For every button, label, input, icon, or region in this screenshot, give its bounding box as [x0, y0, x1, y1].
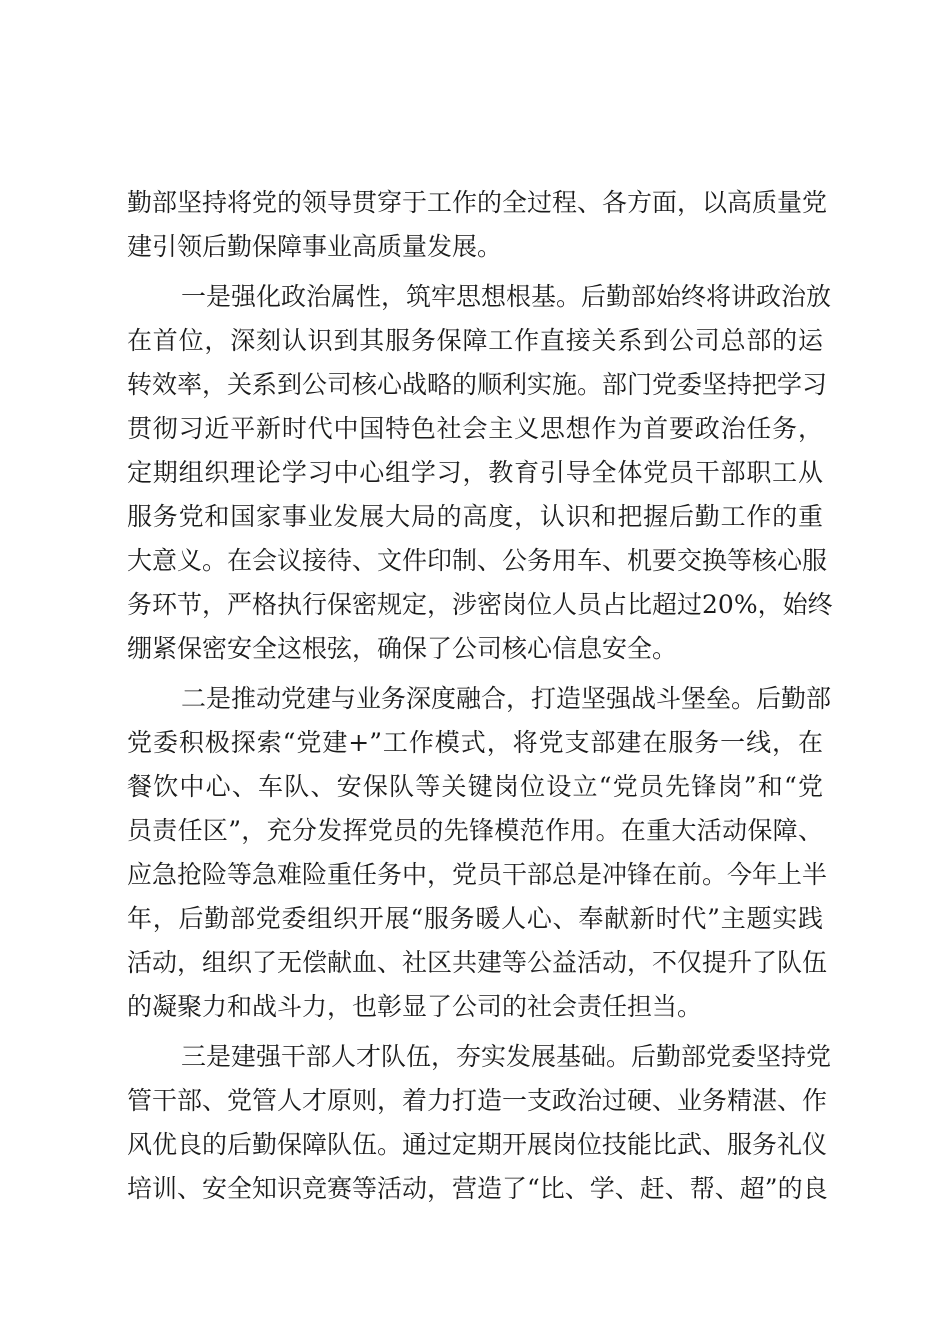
text-line: 在首位，深刻认识到其服务保障工作直接关系到公司总部的运 [127, 326, 823, 355]
text-line: 一是强化政治属性，筑牢思想根基。后勤部始终将讲政治放 [181, 282, 832, 311]
text-line: 大意义。在会议接待、文件印制、公务用车、机要交换等核心服 [127, 546, 828, 575]
text-line: 培训、安全知识竞赛等活动，营造了“比、学、赶、帮、超”的良 [127, 1174, 828, 1203]
text-line: 定期组织理论学习中心组学习，教育引导全体党员干部职工从 [127, 458, 823, 487]
text-line: 贯彻习近平新时代中国特色社会主义思想作为首要政治任务， [127, 414, 823, 443]
text-line: 管干部、党管人才原则，着力打造一支政治过硬、业务精湛、作 [127, 1086, 828, 1115]
text-line: 活动，组织了无偿献血、社区共建等公益活动，不仅提升了队伍 [127, 948, 828, 977]
text-line: 应急抢险等急难险重任务中，党员干部总是冲锋在前。今年上半 [127, 860, 828, 889]
document-body [127, 181, 833, 1217]
text-line: 员责任区”，充分发挥党员的先锋模范作用。在重大活动保障、 [127, 816, 823, 845]
text-line: 年，后勤部党委组织开展“服务暖人心、奉献新时代”主题实践 [127, 904, 823, 933]
text-line: 绷紧保密安全这根弦，确保了公司核心信息安全。 [127, 634, 678, 663]
paragraph [127, 1035, 832, 1211]
text-line: 的凝聚力和战斗力，也彰显了公司的社会责任担当。 [127, 992, 703, 1021]
text-line: 建引领后勤保障事业高质量发展。 [127, 232, 503, 261]
text-line: 二是推动党建与业务深度融合，打造坚强战斗堡垒。后勤部 [181, 684, 832, 713]
text-line: 务环节，严格执行保密规定，涉密岗位人员占比超过20%，始终 [127, 590, 833, 619]
text-line: 转效率，关系到公司核心战略的顺利实施。部门党委坚持把学习 [127, 370, 828, 399]
text-line: 服务党和国家事业发展大局的高度，认识和把握后勤工作的重 [127, 502, 823, 531]
text-line: 勤部坚持将党的领导贯穿于工作的全过程、各方面，以高质量党 [127, 188, 828, 217]
text-line: 党委积极探索“党建+”工作模式，将党支部建在服务一线，在 [127, 728, 823, 757]
text-line: 三是建强干部人才队伍，夯实发展基础。后勤部党委坚持党 [181, 1042, 832, 1071]
text-line: 餐饮中心、车队、安保队等关键岗位设立“党员先锋岗”和“党 [127, 772, 823, 801]
paragraph [127, 181, 828, 269]
paragraph [127, 677, 832, 1029]
text-line: 风优良的后勤保障队伍。通过定期开展岗位技能比武、服务礼仪 [127, 1130, 828, 1159]
paragraph [127, 275, 833, 671]
